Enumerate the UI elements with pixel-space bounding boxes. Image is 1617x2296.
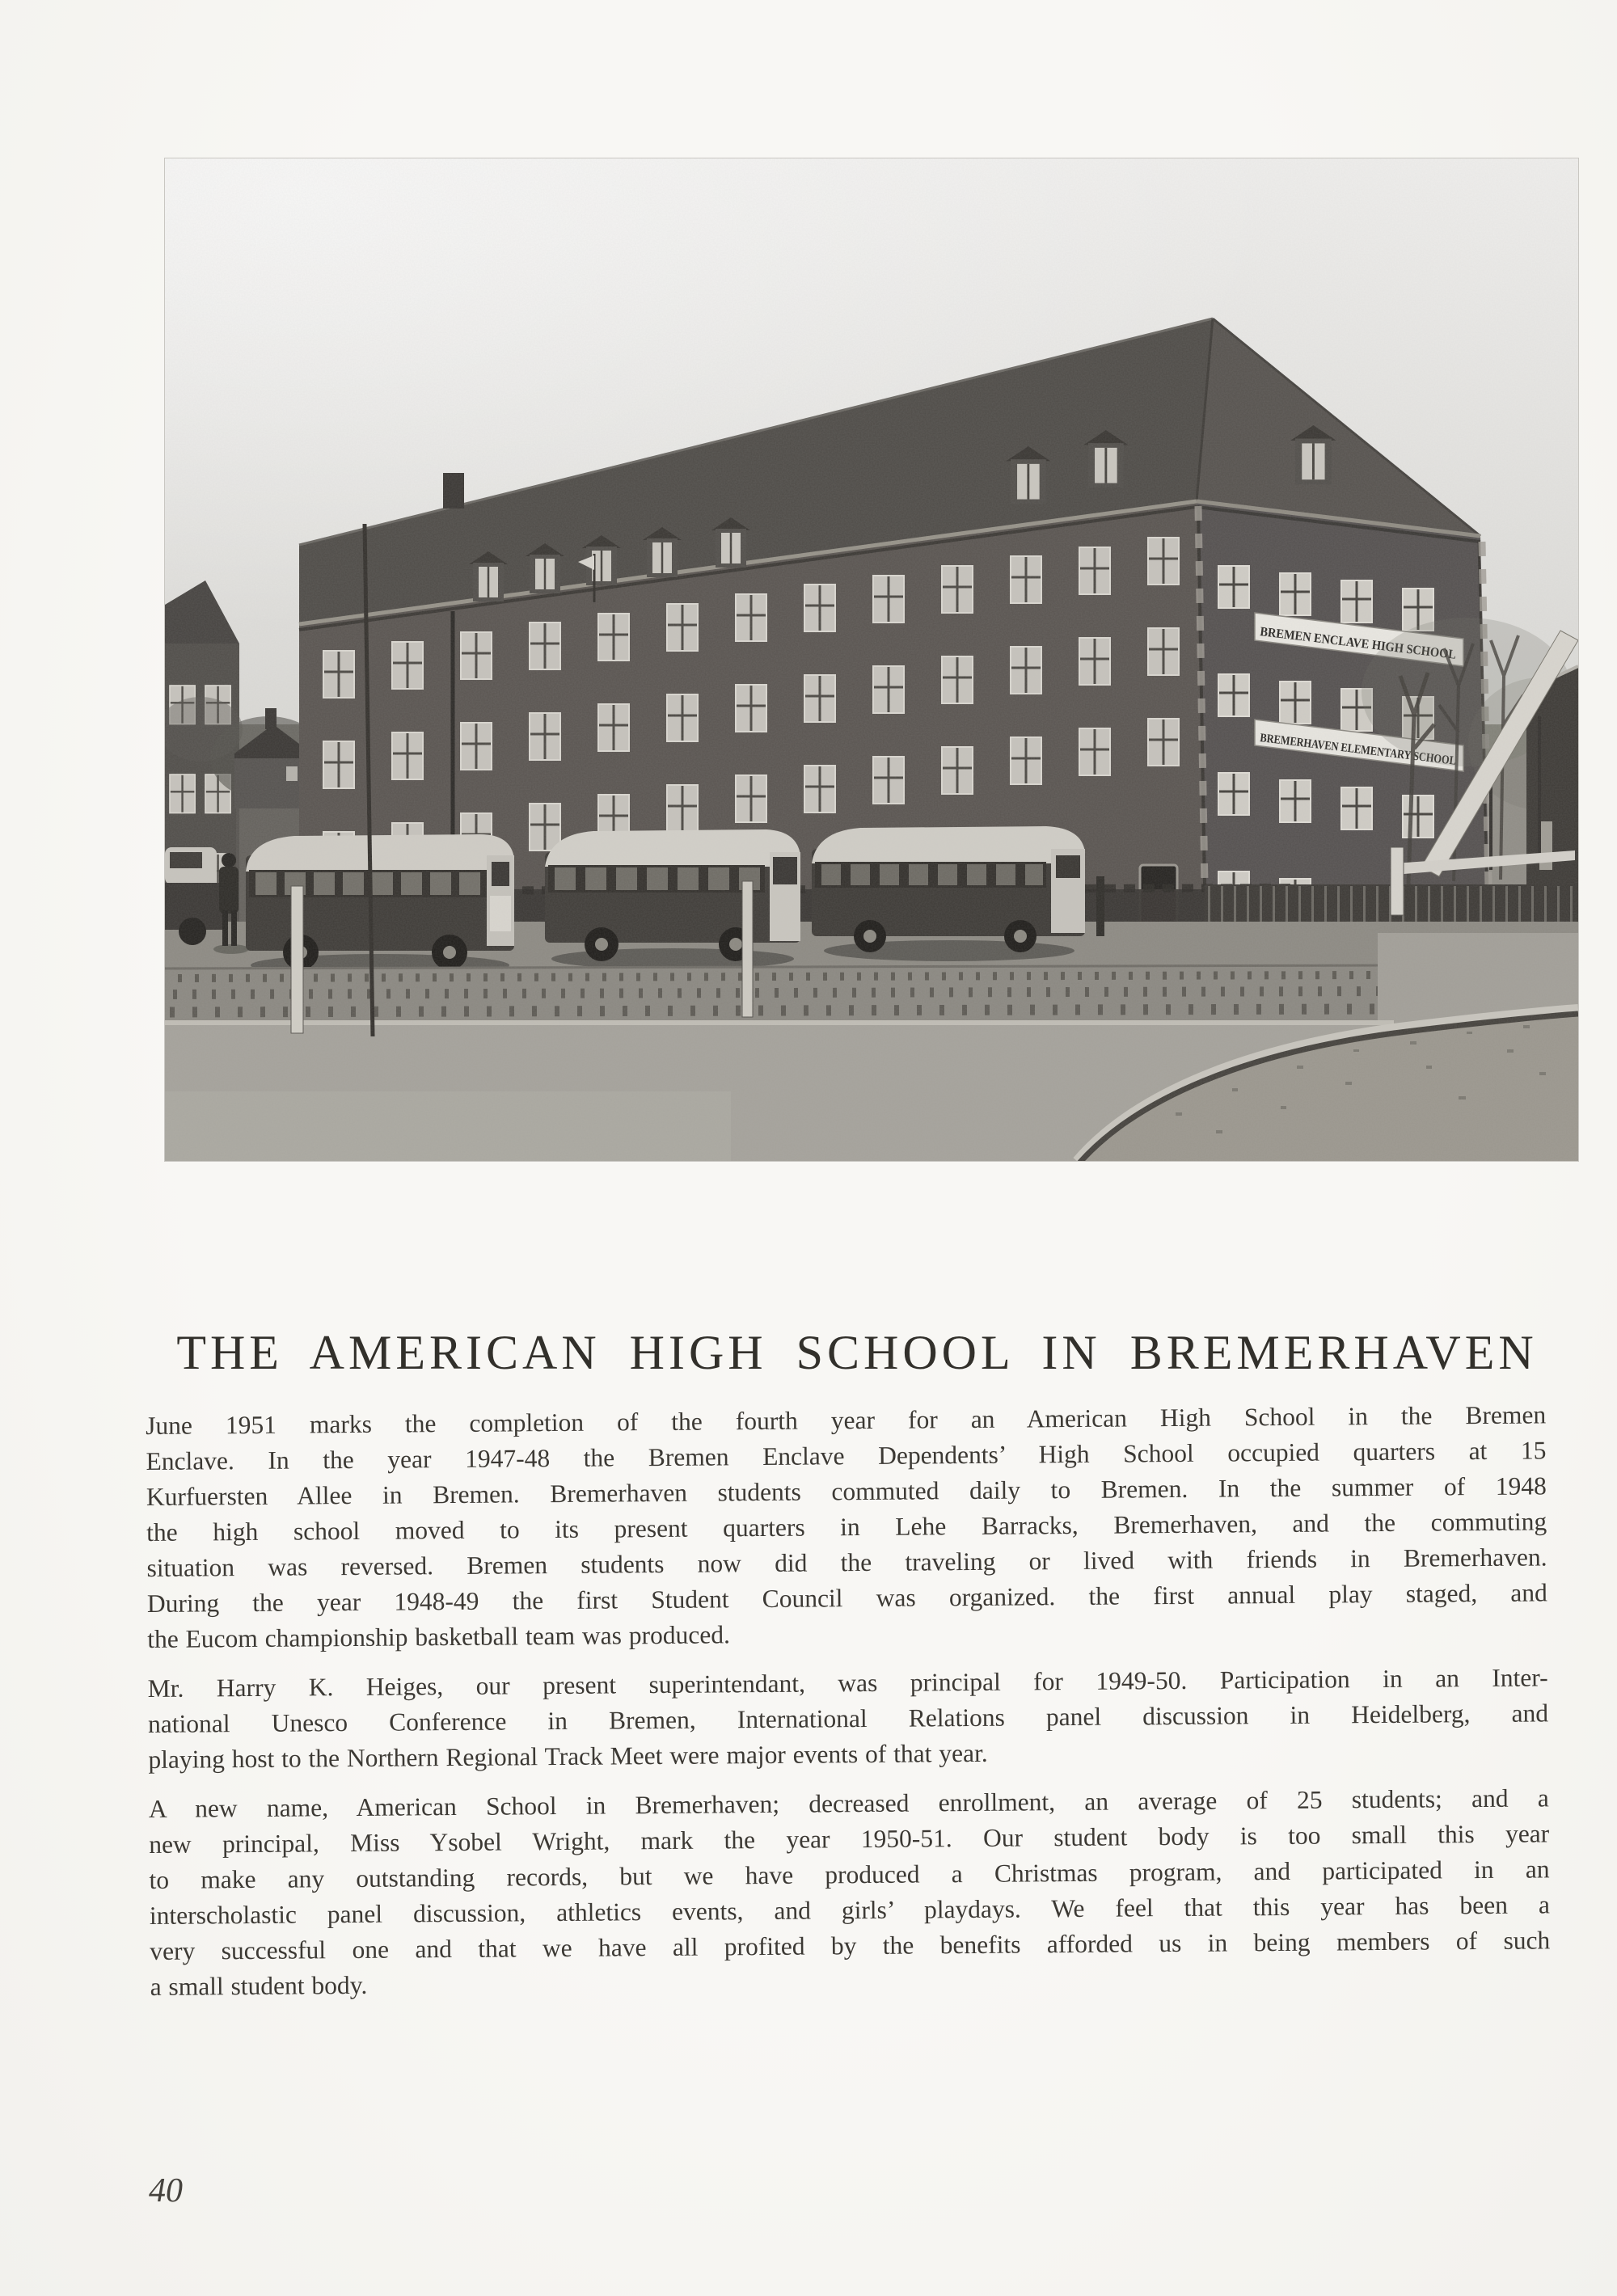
school-photo: [165, 158, 1578, 1161]
photo-grain: [165, 158, 1578, 1161]
text-line: a small student body.: [150, 1970, 368, 2001]
article-body: [146, 1397, 1551, 2019]
text-line: playing host to the Northern Regional Track Meet were major events of that year.: [148, 1738, 988, 1774]
school-photo-scene: [165, 158, 1578, 1161]
text-line: June 1951 marks the completion of the fourth year for an American High School in the Bremen: [146, 1400, 1547, 1440]
text-line: national Unesco Conference in Bremen, International Relations panel discussion in Heidelberg, and: [147, 1699, 1549, 1738]
text-line: very successful one and that we have all profited by the benefits afforded us in being members of such: [150, 1926, 1551, 1965]
paragraph: [148, 1660, 1549, 1778]
text-line: to make any outstanding records, but we have produced a Christmas program, and participated in an: [149, 1855, 1550, 1894]
paragraph: [149, 1780, 1551, 2005]
text-line: interscholastic panel discussion, athletics events, and girls’ playdays. We feel that this year has been a: [149, 1890, 1551, 1930]
text-line: the high school moved to its present quarters in Lehe Barracks, Bremerhaven, and the commuting: [146, 1507, 1547, 1547]
text-line: situation was reversed. Bremen students now did the traveling or lived with friends in Bremerhaven.: [146, 1543, 1547, 1582]
text-line: new principal, Miss Ysobel Wright, mark the year 1950-51. Our student body is too small this year: [149, 1819, 1550, 1859]
text-line: Mr. Harry K. Heiges, our present superintendant, was principal for 1949-50. Participation in an Inter-: [147, 1663, 1548, 1703]
text-line: Kurfuersten Allee in Bremen. Bremerhaven students commuted daily to Bremen. In the summer of 1948: [146, 1471, 1547, 1511]
text-line: Enclave. In the year 1947-48 the Bremen Enclave Dependents’ High School occupied quarters at 15: [146, 1436, 1547, 1475]
page-title: THE AMERICAN HIGH SCHOOL IN BREMERHAVEN: [176, 1326, 1538, 1380]
page-number: 40: [149, 2172, 183, 2209]
paragraph: [146, 1397, 1547, 1657]
text-line: During the year 1948-49 the first Student Council was organized. the first annual play staged, and: [146, 1578, 1547, 1618]
text-line: the Eucom championship basketball team was produced.: [147, 1620, 731, 1653]
text-line: A new name, American School in Bremerhaven; decreased enrollment, an average of 25 students; and a: [148, 1783, 1549, 1823]
